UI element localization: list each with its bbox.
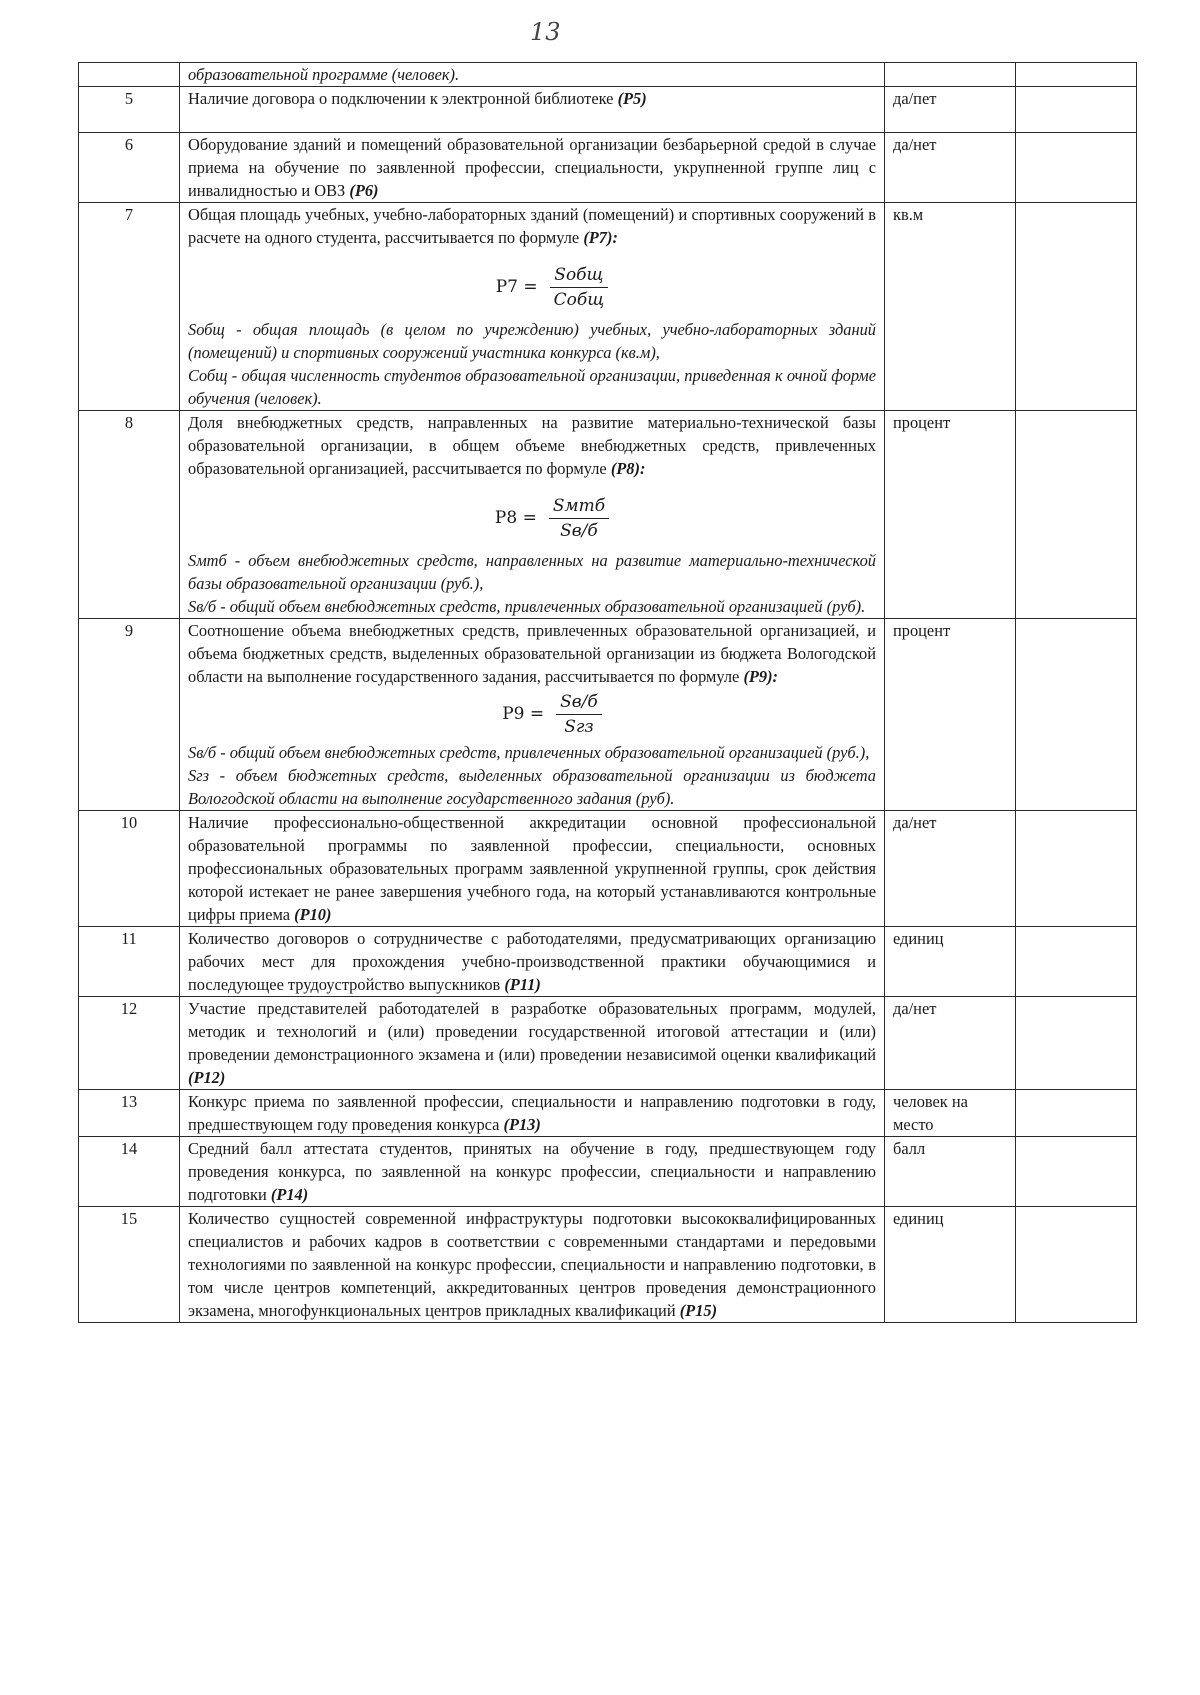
table-row bbox=[79, 619, 1137, 811]
formula bbox=[188, 480, 876, 549]
table-row bbox=[79, 133, 1137, 203]
row-criterion-code: (P8): bbox=[610, 459, 646, 478]
row-number: 7 bbox=[79, 203, 180, 411]
row-unit: да/нет bbox=[885, 811, 1016, 927]
row-criterion-text: Оборудование зданий и помещений образовательной организации безбарьерной средой в случае приема на обучение по заявленной профессии, специальности, укрупненной группе лиц с инвалидностью и ОВЗ bbox=[188, 135, 876, 200]
row-criterion-text: Соотношение объема внебюджетных средств, привлеченных образовательной организацией, и объема бюджетных средств, выделенных образовательной организации из бюджета Вологодской области на выполнение государственного задания, рассчитывается по формуле bbox=[188, 621, 876, 686]
row-unit: балл bbox=[885, 1137, 1016, 1207]
table-row bbox=[79, 1207, 1137, 1323]
table-row bbox=[79, 411, 1137, 619]
row-score-cell bbox=[1016, 411, 1137, 619]
row-score-cell bbox=[1016, 133, 1137, 203]
row-score-cell bbox=[1016, 1207, 1137, 1323]
row-score-cell bbox=[1016, 87, 1137, 133]
formula-lhs: P7 = bbox=[495, 277, 538, 297]
row-score-cell bbox=[1016, 927, 1137, 997]
formula bbox=[188, 688, 876, 741]
formula-note: Sв/б - общий объем внебюджетных средств, привлеченных образовательной организацией (руб). bbox=[188, 597, 866, 616]
formula-note: Sобщ - общая площадь (в целом по учреждению) учебных, учебно-лабораторных зданий (помещений) и спортивных сооружений участника конкурса (кв.м), bbox=[188, 320, 876, 362]
formula-note: Sв/б - общий объем внебюджетных средств, привлеченных образовательной организацией (руб.), bbox=[188, 743, 870, 762]
formula-denominator: Sгз bbox=[564, 717, 594, 737]
page-number: 13 bbox=[530, 18, 561, 46]
row-score-cell bbox=[1016, 619, 1137, 811]
row-number: 15 bbox=[79, 1207, 180, 1323]
row-criterion bbox=[180, 811, 885, 927]
row-criterion bbox=[180, 1090, 885, 1137]
row-criterion-code: (P5) bbox=[617, 89, 647, 108]
row-criterion-code: (P9): bbox=[743, 667, 779, 686]
row-criterion-code: (P10) bbox=[294, 905, 332, 924]
row-criterion-text: Средний балл аттестата студентов, принятых на обучение в году, предшествующем году проведения конкурса, по заявленной на конкурс профессии, специальности и направлению подготовки bbox=[188, 1139, 876, 1204]
row-criterion bbox=[180, 1207, 885, 1323]
table-row bbox=[79, 1137, 1137, 1207]
row-criterion bbox=[180, 927, 885, 997]
formula-note: Cобщ - общая численность студентов образовательной организации, приведенная к очной форме обучения (человек). bbox=[188, 366, 876, 408]
row-unit bbox=[885, 63, 1016, 87]
table-row bbox=[79, 203, 1137, 411]
row-number: 9 bbox=[79, 619, 180, 811]
row-criterion-text: Участие представителей работодателей в разработке образовательных программ, модулей, методик и технологий и (или) проведении государственной итоговой аттестации и (или) проведении демонстрационного экзамена и (или) проведении независимой оценки квалификаций bbox=[188, 999, 876, 1064]
row-score-cell bbox=[1016, 811, 1137, 927]
row-number: 6 bbox=[79, 133, 180, 203]
row-unit: человек на место bbox=[885, 1090, 1016, 1137]
row-criterion bbox=[180, 63, 885, 87]
row-unit: процент bbox=[885, 619, 1016, 811]
row-criterion-code: (P11) bbox=[504, 975, 541, 994]
row-criterion-code: (P7): bbox=[583, 228, 618, 247]
formula-fraction bbox=[549, 494, 609, 543]
table-row bbox=[79, 811, 1137, 927]
row-number: 12 bbox=[79, 997, 180, 1090]
row-criterion-code: (P14) bbox=[270, 1185, 309, 1204]
formula-lhs: P8 = bbox=[494, 508, 537, 528]
row-unit: да/нет bbox=[885, 997, 1016, 1090]
formula-note: Sгз - объем бюджетных средств, выделенных образовательной организации из бюджета Вологодской области на выполнение государственного задания (руб). bbox=[188, 766, 876, 808]
formula-numerator: Sв/б bbox=[556, 690, 602, 715]
row-criterion bbox=[180, 997, 885, 1090]
formula-fraction bbox=[556, 690, 602, 739]
table-row bbox=[79, 87, 1137, 133]
row-criterion-text: Доля внебюджетных средств, направленных на развитие материально-технической базы образовательной организации, в общем объеме внебюджетных средств, привлеченных образовательной организацией, рассчитывается по формуле bbox=[188, 413, 876, 478]
row-criterion-text: Количество договоров о сотрудничестве с работодателями, предусматривающих организацию рабочих мест для прохождения учебно-производственной практики обучающимися и последующее трудоустройство выпускников bbox=[188, 929, 876, 994]
row-unit: единиц bbox=[885, 927, 1016, 997]
formula bbox=[188, 249, 876, 318]
row-criterion bbox=[180, 619, 885, 811]
row-criterion bbox=[180, 87, 885, 133]
row-criterion-text: образовательной программе (человек). bbox=[188, 65, 460, 84]
table-row bbox=[79, 1090, 1137, 1137]
table-row bbox=[79, 63, 1137, 87]
row-number bbox=[79, 63, 180, 87]
row-criterion-text: Наличие договора о подключении к электронной библиотеке bbox=[188, 89, 614, 108]
row-unit: процент bbox=[885, 411, 1016, 619]
formula-fraction bbox=[550, 263, 609, 312]
row-criterion-text: Наличие профессионально-общественной аккредитации основной профессиональной образовательной программы по заявленной профессии, специальности, основных профессиональных образовательных программ заявленной укрупненной группы, срок действия которой истекает не ранее завершения учебного года, на который устанавливаются контрольные цифры приема bbox=[188, 813, 876, 924]
row-criterion-text: Конкурс приема по заявленной профессии, специальности и направлению подготовки в году, предшествующем году проведения конкурса bbox=[188, 1092, 876, 1134]
row-unit: единиц bbox=[885, 1207, 1016, 1323]
table-row bbox=[79, 997, 1137, 1090]
row-score-cell bbox=[1016, 1090, 1137, 1137]
table-row bbox=[79, 927, 1137, 997]
row-unit: да/нет bbox=[885, 133, 1016, 203]
row-unit: да/пет bbox=[885, 87, 1016, 133]
row-criterion-text: Количество сущностей современной инфраструктуры подготовки высококвалифицированных специалистов и рабочих кадров в соответствии с современными стандартами и передовыми технологиями по заявленной на конкурс профессии, специальности и направлению подготовки, в том числе центров компетенций, аккредитованных центров проведения демонстрационного экзамена, многофункциональных центров прикладных квалификаций bbox=[188, 1209, 876, 1320]
row-score-cell bbox=[1016, 997, 1137, 1090]
row-criterion-text: Общая площадь учебных, учебно-лабораторных зданий (помещений) и спортивных сооружений в расчете на одного студента, рассчитывается по формуле bbox=[188, 205, 876, 247]
row-number: 5 bbox=[79, 87, 180, 133]
row-criterion bbox=[180, 1137, 885, 1207]
row-number: 10 bbox=[79, 811, 180, 927]
criteria-table bbox=[78, 62, 1137, 1323]
row-unit: кв.м bbox=[885, 203, 1016, 411]
formula-denominator: Cобщ bbox=[553, 290, 605, 310]
row-criterion-code: (P13) bbox=[503, 1115, 541, 1134]
row-criterion-code: (P6) bbox=[349, 181, 379, 200]
row-score-cell bbox=[1016, 1137, 1137, 1207]
row-criterion-code: (P12) bbox=[188, 1068, 226, 1087]
formula-note: Sмтб - объем внебюджетных средств, направленных на развитие материально-технической базы образовательной организации (руб.), bbox=[188, 551, 876, 593]
formula-denominator: Sв/б bbox=[560, 521, 598, 541]
row-criterion bbox=[180, 133, 885, 203]
row-criterion bbox=[180, 411, 885, 619]
formula-lhs: P9 = bbox=[502, 704, 545, 724]
formula-numerator: Sмтб bbox=[549, 494, 609, 519]
row-number: 11 bbox=[79, 927, 180, 997]
row-criterion-code: (P15) bbox=[679, 1301, 718, 1320]
formula-numerator: Sобщ bbox=[550, 263, 607, 288]
row-score-cell bbox=[1016, 203, 1137, 411]
row-number: 8 bbox=[79, 411, 180, 619]
row-criterion bbox=[180, 203, 885, 411]
row-score-cell bbox=[1016, 63, 1137, 87]
row-number: 14 bbox=[79, 1137, 180, 1207]
row-number: 13 bbox=[79, 1090, 180, 1137]
